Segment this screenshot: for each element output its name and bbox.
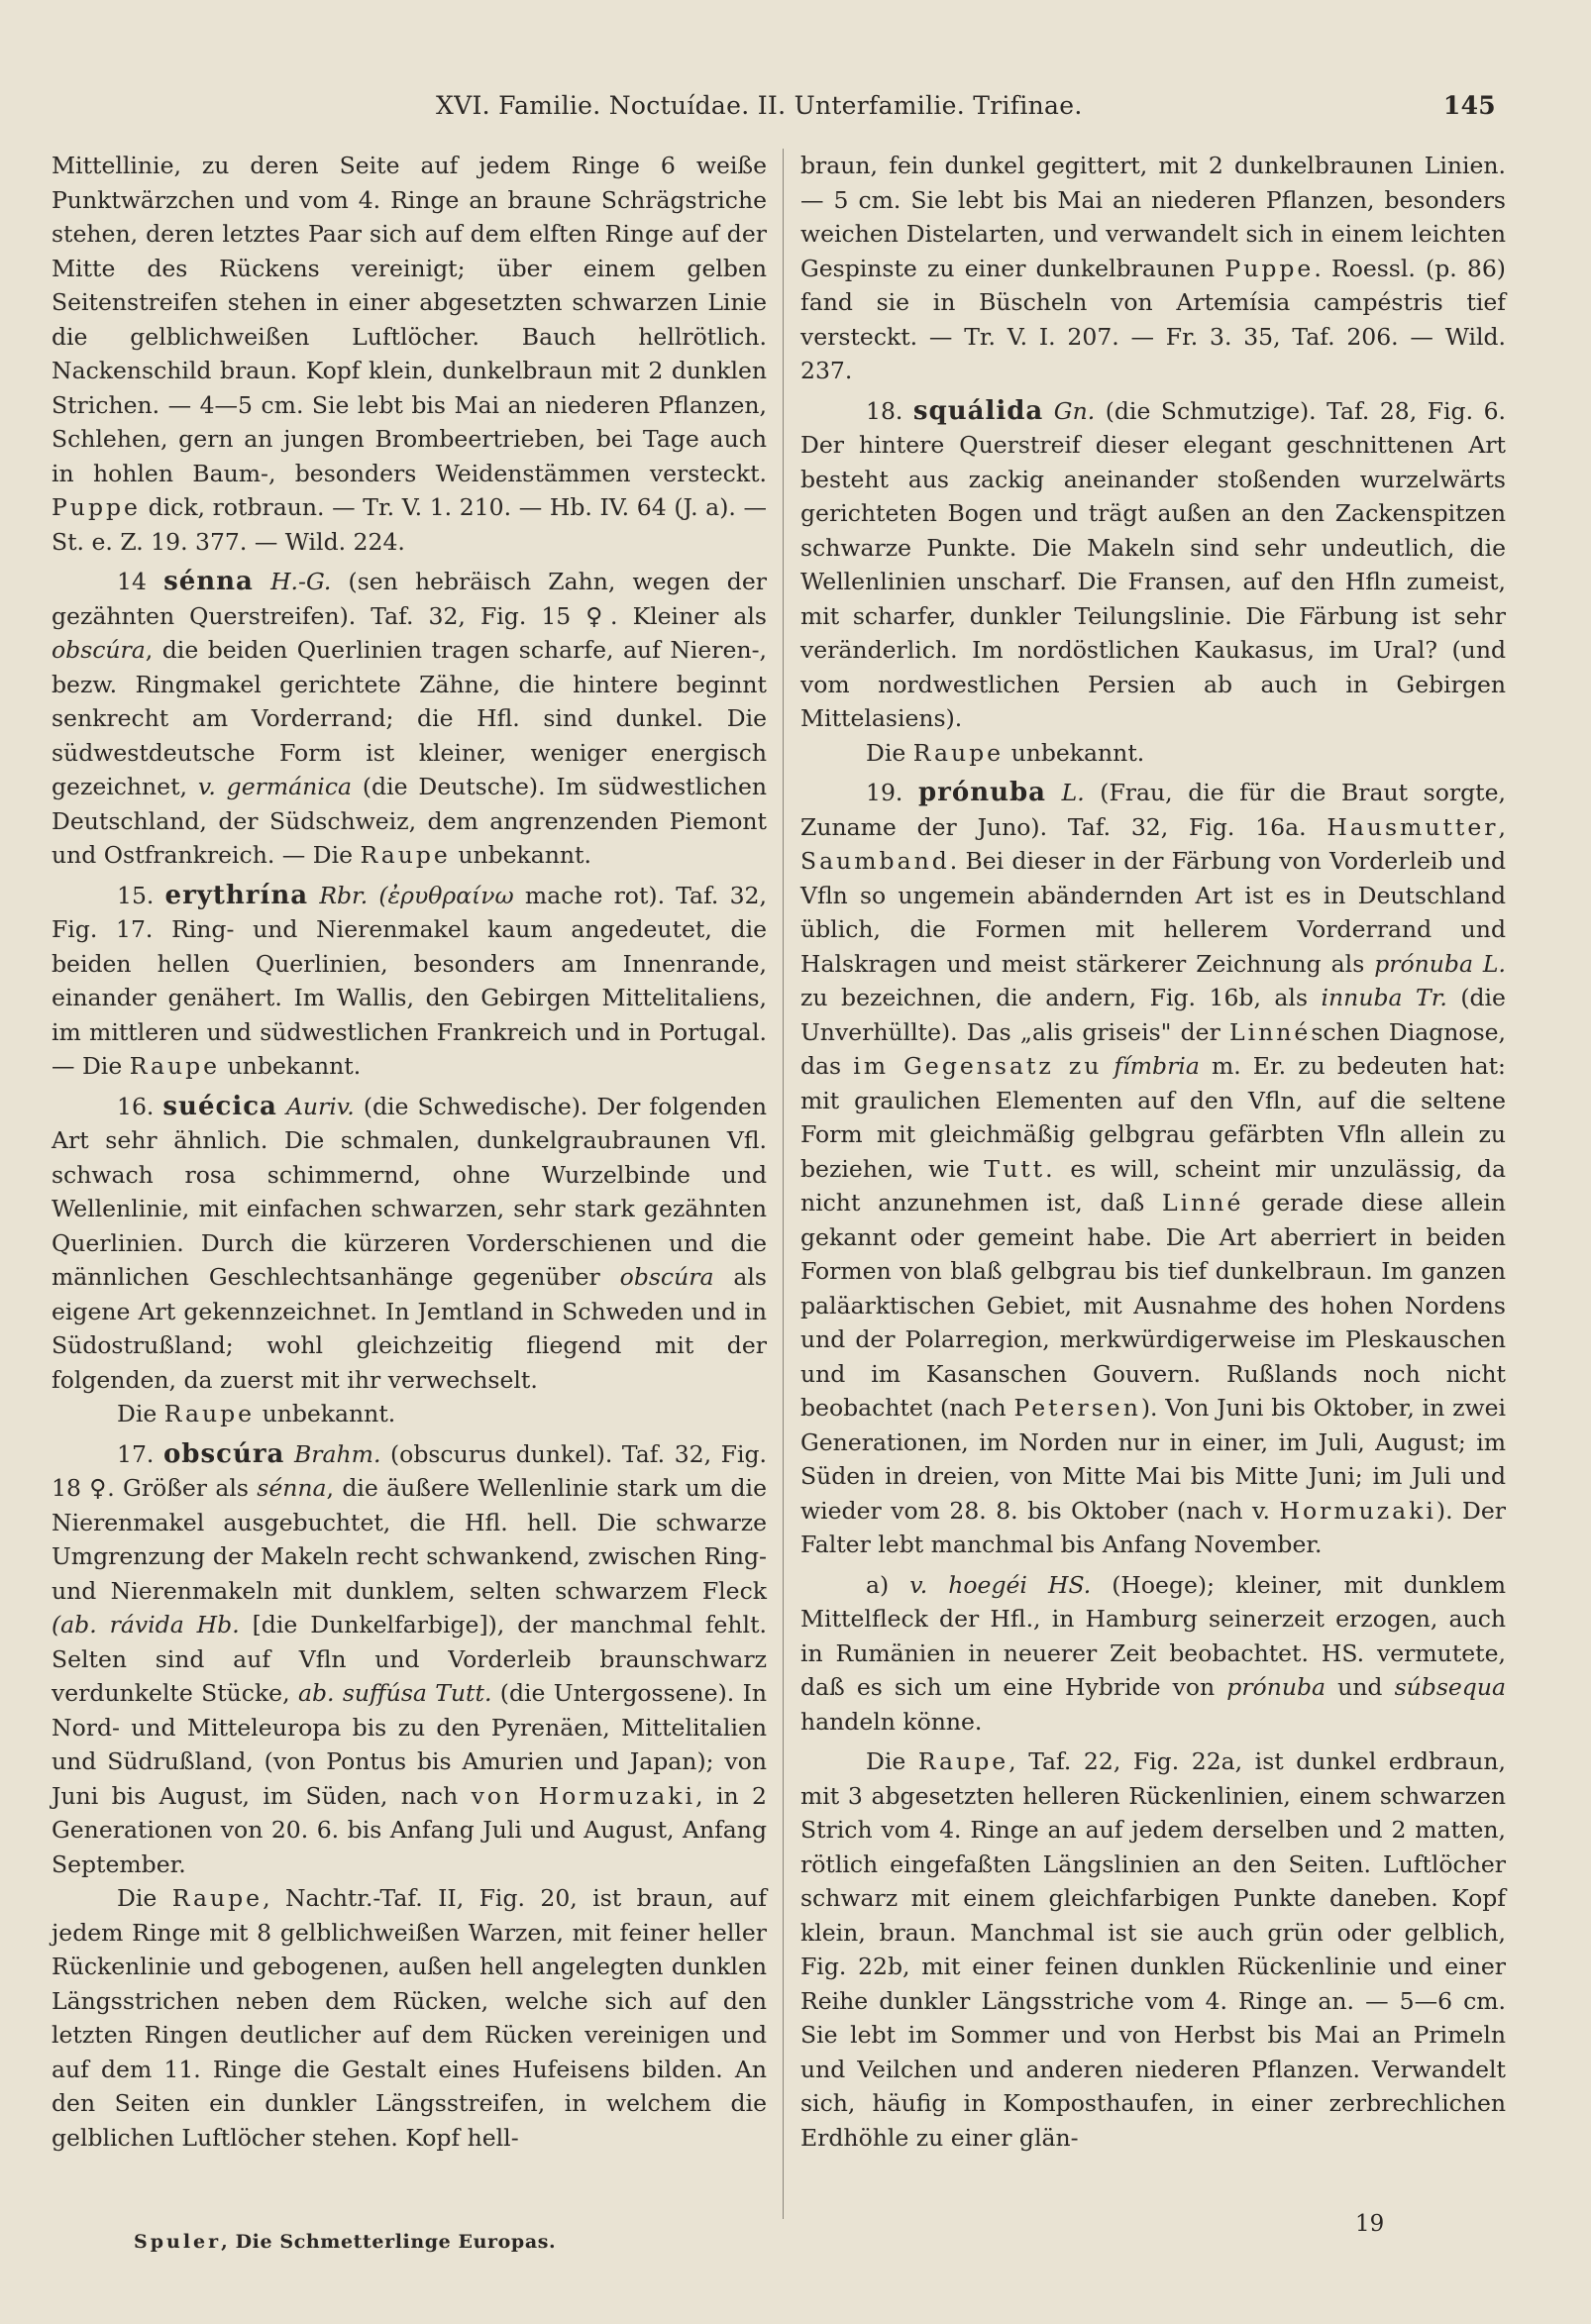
signature-mark: 19: [1355, 2211, 1385, 2237]
left-column: [52, 149, 767, 2155]
variety-hoegei: a) v. hoegéi HS. (Hoege); kleiner, mit dunklem Mittelfleck der Hfl., in Hamburg seinerzeit erzogen, auch in Rumänien in neuerer Zeit beobachtet. HS. vermutete, daß es sich um eine Hybride von prónuba und súbsequa handeln könne.: [800, 1570, 1506, 1736]
species-entry-18: 18. squálida Gn. (die Schmutzige). Taf. 28, Fig. 6. Der hintere Querstreif dieser elegant geschnittenen Art besteht aus zackig aneinander stoßenden wurzelwärts gerichteten Bogen und trägt außen an den Zackenspitzen schwarze Punkte. Die Makeln sind sehr undeutlich, die Wellenlinien unscharf. Die Fransen, auf den Hfln zumeist, mit scharfer, dunkler Teilungslinie. Die Färbung ist sehr veränderlich. Im nordöstlichen Kaukasus, im Ural? (und vom nordwestlichen Persien ab auch in Gebirgen Mittelasiens).: [800, 395, 1506, 732]
right-column: [800, 149, 1506, 2155]
species-entry-15: 15. erythrína Rbr. (ἐρυθραίνω mache rot). Taf. 32, Fig. 17. Ring- und Nierenmakel kaum angedeutet, die beiden hellen Querlinien, besonders am Innenrande, einander genähert. Im Wallis, den Gebirgen Mittelitaliens, im mittleren und südwestlichen Frankreich und in Portugal. — Die Raupe unbekannt.: [52, 880, 767, 1080]
caterpillar-description: Die Raupe, Taf. 22, Fig. 22a, ist dunkel erdbraun, mit 3 abgesetzten helleren Rückenlinien, einem schwarzen Strich vom 4. Ringe an auf jedem derselben und 2 matten, rötlich eingefaßten Längslinien an den Seiten. Luftlöcher schwarz mit einem gleichfarbigen Punkte daneben. Kopf klein, braun. Manchmal ist sie auch grün oder gelblich, Fig. 22b, mit einer feinen dunklen Rückenlinie und einer Reihe dunkler Längsstriche vom 4. Ringe an. — 5—6 cm. Sie lebt im Sommer und von Herbst bis Mai an Primeln und Veilchen und anderen niederen Pflanzen. Verwandelt sich, häufig in Komposthaufen, in einer zerbrechlichen Erdhöhle zu einer glän-: [800, 1747, 1506, 2152]
caterpillar-note: Die Raupe unbekannt.: [866, 738, 1145, 767]
species-entry-19: 19. prónuba L. (Frau, die für die Braut sorgte, Zuname der Juno). Taf. 32, Fig. 16a. Hausmutter, Saumband. Bei dieser in der Färbung von Vorderleib und Vfln so ungemein abändernden Art ist es in Deutschland üblich, die Formen mit hellerem Vorderrand und Halskragen und meist stärkerer Zeichnung als prónuba L. zu bezeichnen, die andern, Fig. 16b, als innuba Tr. (die Unverhüllte). Das „alis griseis" der Linnéschen Diagnose, das im Gegensatz zu fímbria m. Er. zu bedeuten hat: mit graulichen Elementen auf den Vfln, auf die seltene Form mit gleichmäßig gelbgrau gefärbten Vfln allein zu beziehen, wie Tutt. es will, scheint mir unzulässig, da nicht anzunehmen ist, daß Linné gerade diese allein gekannt oder gemeint habe. Die Art aberriert in beiden Formen von blaß gelbgrau bis tief dunkelbraun. Im ganzen paläarktischen Gebiet, mit Ausnahme des hohen Nordens und der Polarregion, merkwürdigerweise im Pleskauschen und im Kasanschen Gouvern. Rußlands noch nicht beobachtet (nach Petersen). Von Juni bis Oktober, in zwei Generationen, im Norden nur in einer, im Juli, August; im Süden in dreien, von Mitte Mai bis Mitte Juni; im Juli und wieder vom 28. 8. bis Oktober (nach v. Hormuzaki). Der Falter lebt manchmal bis Anfang November.: [800, 778, 1507, 1558]
page-header: [436, 91, 1496, 125]
species-name: squálida: [912, 395, 1044, 426]
species-name: erythrína: [164, 880, 309, 910]
book-footer: Spuler, Die Schmetterlinge Europas.: [134, 2231, 557, 2253]
continuation-paragraph: braun, fein dunkel gegittert, mit 2 dunkelbraunen Linien. — 5 cm. Sie lebt bis Mai an niederen Pflanzen, besonders weichen Distelarten, und verwandelt sich in einem leichten Gespinste zu einer dunkelbraunen Puppe. Roessl. (p. 86) fand sie in Büscheln von Artemísia campéstris tief versteckt. — Tr. V. I. 207. — Fr. 3. 35, Taf. 206. — Wild. 237.: [800, 152, 1506, 384]
running-title: XVI. Familie. Noctuídae. II. Unterfamilie. Trifinae.: [436, 91, 1083, 120]
species-entry-17: 17. obscúra Brahm. (obscurus dunkel). Taf. 32, Fig. 18 ♀. Größer als sénna, die äußere Wellenlinie stark um die Nierenmakel ausgebuchtet, die Hfl. hell. Die schwarze Umgrenzung der Makeln recht schwankend, zwischen Ring- und Nierenmakeln mit dunklem, selten schwarzem Fleck (ab. rávida Hb. [die Dunkelfarbige]), der manchmal fehlt. Selten sind auf Vfln und Vorderleib braunschwarz verdunkelte Stücke, ab. suffúsa Tutt. (die Untergossene). In Nord- und Mitteleuropa bis zu den Pyrenäen, Mittelitalien und Südrußland, (von Pontus bis Amurien und Japan); von Juni bis August, im Süden, nach von Hormuzaki, in 2 Generationen von 20. 6. bis Anfang Juli und August, Anfang September.: [52, 1438, 767, 1878]
caterpillar-note: Die Raupe unbekannt.: [117, 1400, 396, 1427]
page-number: 145: [1442, 91, 1496, 120]
species-name: suécica: [162, 1091, 277, 1121]
column-divider: [783, 149, 784, 2219]
species-entry-14: 14 sénna H.-G. (sen hebräisch Zahn, wegen der gezähnten Querstreifen). Taf. 32, Fig. 15 ♀. Kleiner als obscúra, die beiden Querlinien tragen scharfe, auf Nieren-, bezw. Ringmakel gerichtete Zähne, die hintere beginnt senkrecht am Vorderrand; die Hfl. sind dunkel. Die südwestdeutsche Form ist kleiner, weniger energisch gezeichnet, v. germánica (die Deutsche). Im südwestlichen Deutschland, der Südschweiz, dem angrenzenden Piemont und Ostfrankreich. — Die Raupe unbekannt.: [52, 567, 767, 869]
species-name: prónuba: [917, 778, 1047, 807]
caterpillar-description: Die Raupe, Nachtr.-Taf. II, Fig. 20, ist braun, auf jedem Ringe mit 8 gelblichweißen Warzen, mit feiner heller Rückenlinie und gebogenen, außen hell angelegten dunklen Längsstrichen neben dem Rücken, welche sich auf den letzten Ringen deutlicher auf dem Rücken vereinigen und auf dem 11. Ringe die Gestalt eines Hufeisens bilden. An den Seiten ein dunkler Längsstreifen, in welchem die gelblichen Luftlöcher stehen. Kopf hell-: [52, 1884, 767, 2152]
continuation-paragraph: Mittellinie, zu deren Seite auf jedem Ringe 6 weiße Punktwärzchen und vom 4. Ringe an braune Schrägstriche stehen, deren letztes Paar sich auf dem elften Ringe auf der Mitte des Rückens vereinigt; über einem gelben Seitenstreifen stehen in einer abgesetzten schwarzen Linie die gelblichweißen Luftlöcher. Bauch hellrötlich. Nackenschild braun. Kopf klein, dunkelbraun mit 2 dunklen Strichen. — 4—5 cm. Sie lebt bis Mai an niederen Pflanzen, Schlehen, gern an jungen Brombeertrieben, bei Tage auch in hohlen Baum-, besonders Weidenstämmen versteckt. Puppe dick, rotbraun. — Tr. V. 1. 210. — Hb. IV. 64 (J. a). — St. e. Z. 19. 377. — Wild. 224.: [52, 152, 767, 556]
species-entry-16: 16. suécica Auriv. (die Schwedische). Der folgenden Art sehr ähnlich. Die schmalen, dunkelgraubraunen Vfl. schwach rosa schimmernd, ohne Wurzelbinde und Wellenlinie, mit einfachen schwarzen, sehr stark gezähnten Querlinien. Durch die kürzeren Vorderschienen und die männlichen Geschlechtsanhänge gegenüber obscúra als eigene Art gekennzeichnet. In Jemtland in Schweden und in Südostrußland; wohl gleichzeitig fliegend mit der folgenden, da zuerst mit ihr verwechselt.: [52, 1091, 767, 1394]
species-name: sénna: [163, 567, 254, 596]
species-name: obscúra: [162, 1438, 285, 1469]
